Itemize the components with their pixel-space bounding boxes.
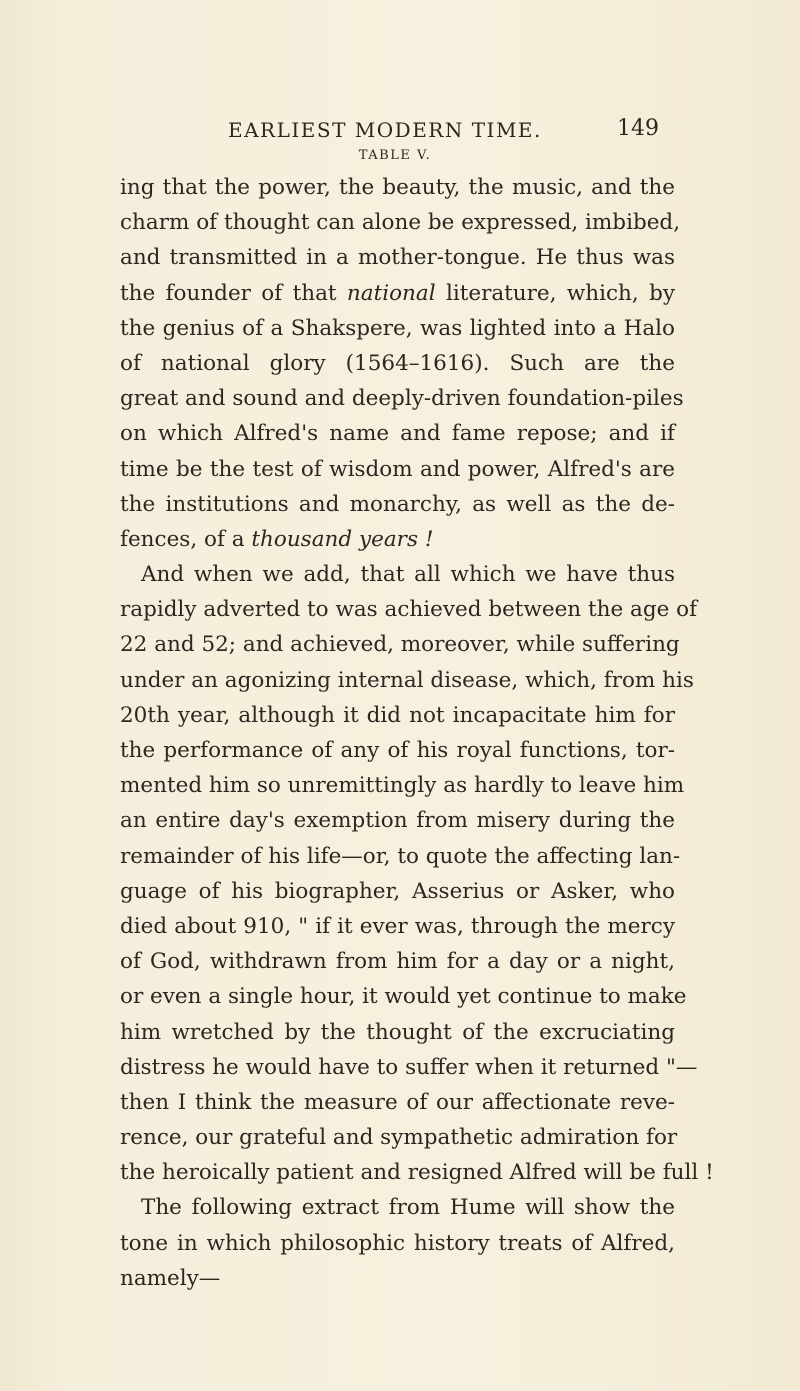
page-number: 149 (617, 116, 659, 141)
text-line: the genius of a Shakspere, was lighted into a Halo (120, 315, 675, 341)
text-line: tone in which philosophic history treats of Alfred, (120, 1230, 675, 1256)
text-line (120, 522, 675, 557)
text-line: great and sound and deeply-driven foundation-piles (120, 386, 684, 412)
text-line: of national glory (1564–1616). Such are the (120, 350, 675, 376)
text-run: the founder of that (120, 280, 337, 306)
text-line: The following extract from Hume will show the (141, 1195, 675, 1221)
body-text (120, 170, 714, 1296)
text-line: died about 910, " if it ever was, through the mercy (120, 913, 675, 939)
table-label: TABLE V. (358, 148, 432, 163)
text-line: 20th year, although it did not incapacitate him for (120, 702, 675, 728)
text-line: And when we add, that all which we have thus (141, 562, 675, 588)
text-line (120, 276, 675, 311)
text-line: and transmitted in a mother-tongue. He thus was (120, 245, 675, 271)
text-line: under an agonizing internal disease, which, from his (120, 667, 694, 693)
text-line: the institutions and monarchy, as well as the de- (120, 491, 675, 517)
text-line: ing that the power, the beauty, the music, and the (120, 175, 675, 200)
text-line: the heroically patient and resigned Alfred will be full ! (120, 1160, 714, 1186)
text-run: fences, of a (120, 526, 245, 552)
text-line: guage of his biographer, Asserius or Asker, who (120, 878, 675, 904)
text-line: rence, our grateful and sympathetic admiration for (120, 1125, 678, 1151)
text-line: or even a single hour, it would yet continue to make (120, 984, 687, 1010)
text-line: remainder of his life—or, to quote the affecting lan- (120, 843, 681, 869)
text-line: then I think the measure of our affectionate reve- (120, 1089, 675, 1115)
running-title: EARLIEST MODERN TIME. (228, 118, 542, 142)
italic-text: thousand years ! (251, 526, 434, 552)
text-line: charm of thought can alone be expressed, imbibed, (120, 210, 681, 236)
text-line: an entire day's exemption from misery during the (120, 808, 675, 834)
text-line: him wretched by the thought of the excruciating (120, 1019, 675, 1045)
text-line: the performance of any of his royal functions, tor- (120, 738, 675, 763)
running-head (0, 118, 800, 148)
text-run: literature, which, by (445, 280, 675, 306)
text-line: mented him so unremittingly as hardly to leave him (120, 773, 685, 799)
italic-text: national (346, 280, 436, 306)
text-line: distress he would have to suffer when it returned "— (120, 1054, 698, 1080)
text-line: on which Alfred's name and fame repose; and if (120, 421, 675, 447)
text-line: rapidly adverted to was achieved between the age of (120, 597, 698, 623)
text-line: 22 and 52; and achieved, moreover, while suffering (120, 632, 680, 658)
text-line: time be the test of wisdom and power, Alfred's are (120, 456, 675, 482)
text-line: of God, withdrawn from him for a day or a night, (120, 949, 675, 975)
text-line: namely— (120, 1265, 221, 1291)
